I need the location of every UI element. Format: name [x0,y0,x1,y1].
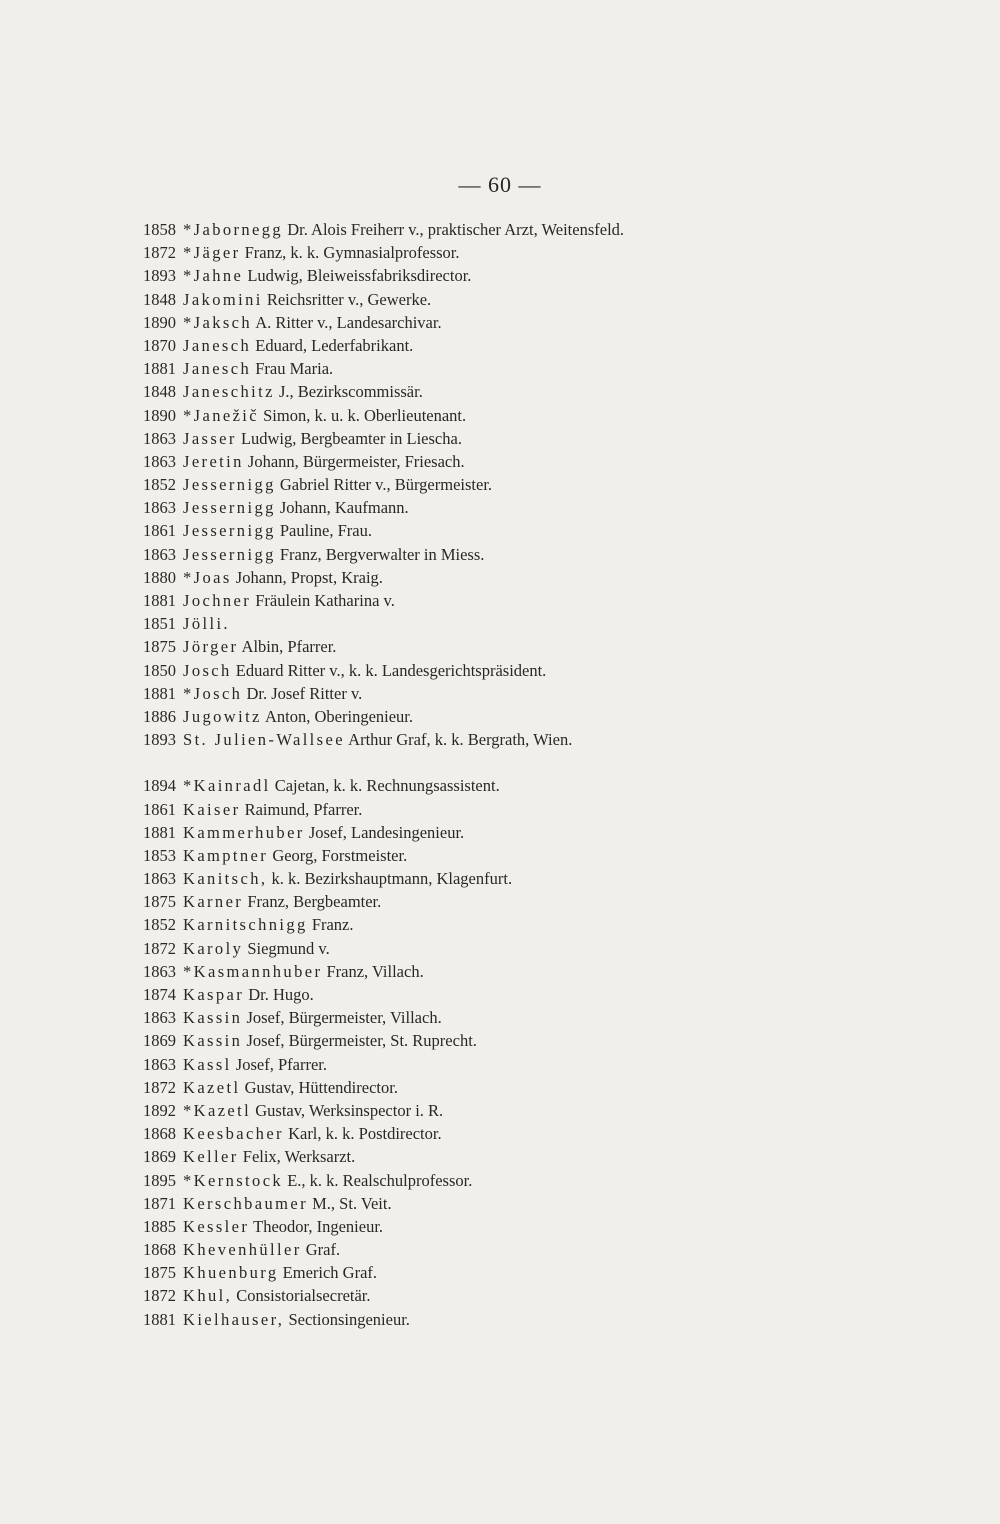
entry-name: Jugowitz [183,706,262,726]
entry-details: Albin, Pfarrer. [238,637,337,657]
member-entry [143,774,943,797]
member-entry [143,404,943,427]
member-list [143,218,943,1331]
entry-details: Consistorialsecretär. [232,1286,371,1306]
entry-details: Reichsritter v., Gewerke. [262,289,432,309]
entry-details: Felix, Werksarzt. [238,1147,356,1167]
entry-name: Keesbacher [183,1124,284,1144]
entry-name: *Janežič [183,405,259,425]
entry-year: 1872 [143,243,176,263]
entry-details: Franz. [307,915,354,935]
entry-details: Eduard, Lederfabrikant. [251,335,414,355]
entry-details: Ludwig, Bergbeamter in Liescha. [236,428,462,448]
entry-year: 1886 [143,706,176,726]
member-entry [143,241,943,264]
entry-details: Fräulein Katharina v. [251,591,395,610]
member-entry [143,960,943,983]
member-entry [143,1215,943,1238]
entry-details: Cajetan, k. k. Rechnungsassistent. [270,776,500,796]
entry-details: Sectionsingenieur. [284,1309,410,1329]
member-entry [143,334,943,357]
entry-name: Jessernigg [183,475,276,495]
entry-details: Gabriel Ritter v., Bürgermeister. [275,475,493,495]
member-entry [143,682,943,705]
entry-details: Franz, Bergverwalter in Miess. [275,544,485,564]
member-entry [143,1029,943,1052]
member-entry [143,473,943,496]
member-entry [143,589,943,612]
member-entry [143,867,943,890]
page-number: — 60 — [458,172,542,197]
member-entry [143,1308,943,1331]
entry-year: 1868 [143,1124,176,1144]
entry-name: Karoly [183,938,244,958]
member-entry [143,844,943,867]
entry-name: Kazetl [183,1077,241,1097]
entry-details: Franz, k. k. Gymnasialprofessor. [240,243,460,263]
member-entry [143,427,943,450]
entry-year: 1871 [143,1193,176,1213]
entry-name: Kassl [183,1054,232,1074]
entry-name: Jörger [183,637,239,657]
entry-year: 1869 [143,1147,176,1167]
entry-details: Dr. Alois Freiherr v., praktischer Arzt, Weitensfeld. [283,220,625,239]
entry-year: 1893 [143,730,176,750]
entry-details: Gustav, Werksinspector i. R. [251,1100,444,1120]
member-entry [143,450,943,473]
entry-name: *Josch [183,683,243,703]
entry-year: 1869 [143,1031,176,1051]
entry-name: Jakomini [183,289,263,309]
member-entry [143,380,943,403]
entry-details: Frau Maria. [251,359,334,379]
entry-name: Jochner [183,591,252,610]
entry-year: 1875 [143,637,176,657]
entry-name: Khevenhüller [183,1240,302,1260]
entry-name: Khul, [183,1286,233,1306]
entry-year: 1848 [143,289,176,309]
entry-name: Jeretin [183,451,244,471]
entry-name: Jessernigg [183,498,276,518]
entry-year: 1892 [143,1100,176,1120]
entry-details: M., St. Veit. [308,1193,392,1213]
member-entry [143,218,943,241]
entry-name: Jessernigg [183,544,276,564]
entry-details: Emerich Graf. [278,1263,378,1283]
entry-name: *Jaksch [183,312,253,332]
member-entry [143,659,943,682]
entry-year: 1863 [143,961,176,981]
member-entry [143,1122,943,1145]
member-entry [143,1006,943,1029]
entry-details: Franz, Villach. [322,961,424,981]
entry-name: Jasser [183,428,237,448]
entry-year: 1872 [143,1286,176,1306]
entry-name: St. Julien-Wallsee [183,730,345,750]
member-entry [143,1099,943,1122]
entry-year: 1881 [143,683,176,703]
entry-name: Karner [183,892,244,912]
member-entry [143,728,943,751]
entry-year: 1881 [143,1309,176,1329]
entry-year: 1885 [143,1216,176,1236]
member-entry [143,798,943,821]
entry-year: 1881 [143,591,176,610]
entry-year: 1872 [143,1077,176,1097]
entry-year: 1880 [143,567,176,587]
member-entry [143,890,943,913]
entry-name: Jessernigg [183,521,276,541]
member-group [143,218,943,751]
entry-year: 1863 [143,869,176,889]
member-entry [143,612,943,635]
member-entry [143,519,943,542]
entry-name: Kaspar [183,985,245,1004]
entry-details: Gustav, Hüttendirector. [240,1077,398,1097]
entry-name: Kielhauser, [183,1309,285,1329]
entry-name: *Joas [183,567,232,587]
entry-name: *Kazetl [183,1100,252,1120]
member-entry [143,1284,943,1307]
entry-year: 1875 [143,1263,176,1283]
entry-year: 1861 [143,799,176,819]
entry-year: 1863 [143,1054,176,1074]
entry-details: Georg, Forstmeister. [268,845,408,865]
entry-details: Johann, Kaufmann. [275,498,409,518]
entry-details: E., k. k. Realschulprofessor. [283,1170,473,1190]
entry-name: *Jahne [183,266,244,286]
member-entry [143,1169,943,1192]
entry-year: 1858 [143,220,176,239]
entry-name: Janesch [183,359,252,379]
entry-name: Kassin [183,1008,243,1028]
member-entry [143,311,943,334]
entry-details: Karl, k. k. Postdirector. [283,1124,442,1144]
member-entry [143,566,943,589]
entry-year: 1861 [143,521,176,541]
entry-details: Theodor, Ingenieur. [249,1216,384,1236]
entry-year: 1875 [143,892,176,912]
entry-year: 1881 [143,822,176,842]
entry-year: 1890 [143,312,176,332]
entry-year: 1851 [143,614,176,634]
member-entry [143,983,943,1006]
entry-details: Raimund, Pfarrer. [240,799,363,819]
entry-name: Kessler [183,1216,250,1236]
entry-details: Ludwig, Bleiweissfabriksdirector. [243,266,472,286]
entry-year: 1894 [143,776,176,796]
entry-name: Kanitsch, [183,869,268,889]
entry-year: 1850 [143,660,176,680]
entry-details: Johann, Propst, Kraig. [231,567,383,587]
member-entry [143,1145,943,1168]
entry-details: Siegmund v. [243,938,330,958]
entry-year: 1868 [143,1240,176,1260]
entry-details: k. k. Bezirkshauptmann, Klagenfurt. [267,869,513,889]
entry-year: 1863 [143,428,176,448]
entry-details: Dr. Hugo. [244,985,314,1004]
entry-details: Anton, Oberingenieur. [261,706,414,726]
entry-year: 1870 [143,335,176,355]
entry-name: Kerschbaumer [183,1193,309,1213]
entry-details: J., Bezirkscommissär. [274,382,423,402]
entry-details: A. Ritter v., Landesarchivar. [252,312,442,332]
member-entry [143,288,943,311]
entry-year: 1853 [143,845,176,865]
entry-details: Simon, k. u. k. Oberlieutenant. [259,405,467,425]
entry-year: 1863 [143,498,176,518]
entry-details: Dr. Josef Ritter v. [242,683,363,703]
member-entry [143,264,943,287]
member-entry [143,1238,943,1261]
member-entry [143,937,943,960]
member-group [143,774,943,1331]
member-entry [143,543,943,566]
entry-year: 1872 [143,938,176,958]
entry-details: Josef, Bürgermeister, Villach. [242,1008,442,1028]
entry-details: Graf. [301,1240,341,1260]
member-entry [143,1076,943,1099]
member-entry [143,496,943,519]
entry-year: 1863 [143,544,176,564]
member-entry [143,357,943,380]
entry-year: 1881 [143,359,176,379]
member-entry [143,821,943,844]
entry-name: Keller [183,1147,239,1167]
entry-name: Janesch [183,335,252,355]
entry-name: Kammerhuber [183,822,305,842]
entry-details: Arthur Graf, k. k. Bergrath, Wien. [344,730,573,750]
entry-year: 1874 [143,985,176,1004]
entry-details: Johann, Bürgermeister, Friesach. [243,451,465,471]
member-entry [143,705,943,728]
entry-year: 1852 [143,475,176,495]
member-entry [143,1053,943,1076]
entry-name: Kassin [183,1031,243,1051]
entry-year: 1863 [143,1008,176,1028]
entry-name: Janeschitz [183,382,275,402]
entry-details: Eduard Ritter v., k. k. Landesgerichtspräsident. [231,660,547,680]
entry-year: 1848 [143,382,176,402]
entry-details: Pauline, Frau. [275,521,372,541]
entry-year: 1852 [143,915,176,935]
entry-name: Kaiser [183,799,241,819]
entry-details: Franz, Bergbeamter. [243,892,382,912]
entry-name: *Kainradl [183,776,271,796]
entry-name: Josch [183,660,232,680]
member-entry [143,1192,943,1215]
member-entry [143,1261,943,1284]
entry-name: Kamptner [183,845,269,865]
entry-name: Jölli. [183,614,230,634]
entry-details: Josef, Bürgermeister, St. Ruprecht. [242,1031,477,1051]
entry-details: Josef, Pfarrer. [231,1054,327,1074]
entry-year: 1893 [143,266,176,286]
entry-details: Josef, Landesingenieur. [304,822,465,842]
member-entry [143,635,943,658]
entry-name: Karnitschnigg [183,915,308,935]
entry-name: *Kernstock [183,1170,284,1190]
member-entry [143,913,943,936]
entry-year: 1863 [143,451,176,471]
entry-year: 1895 [143,1170,176,1190]
entry-year: 1890 [143,405,176,425]
entry-name: Khuenburg [183,1263,279,1283]
entry-name: *Jäger [183,243,241,263]
entry-name: *Jabornegg [183,220,284,239]
entry-name: *Kasmannhuber [183,961,323,981]
